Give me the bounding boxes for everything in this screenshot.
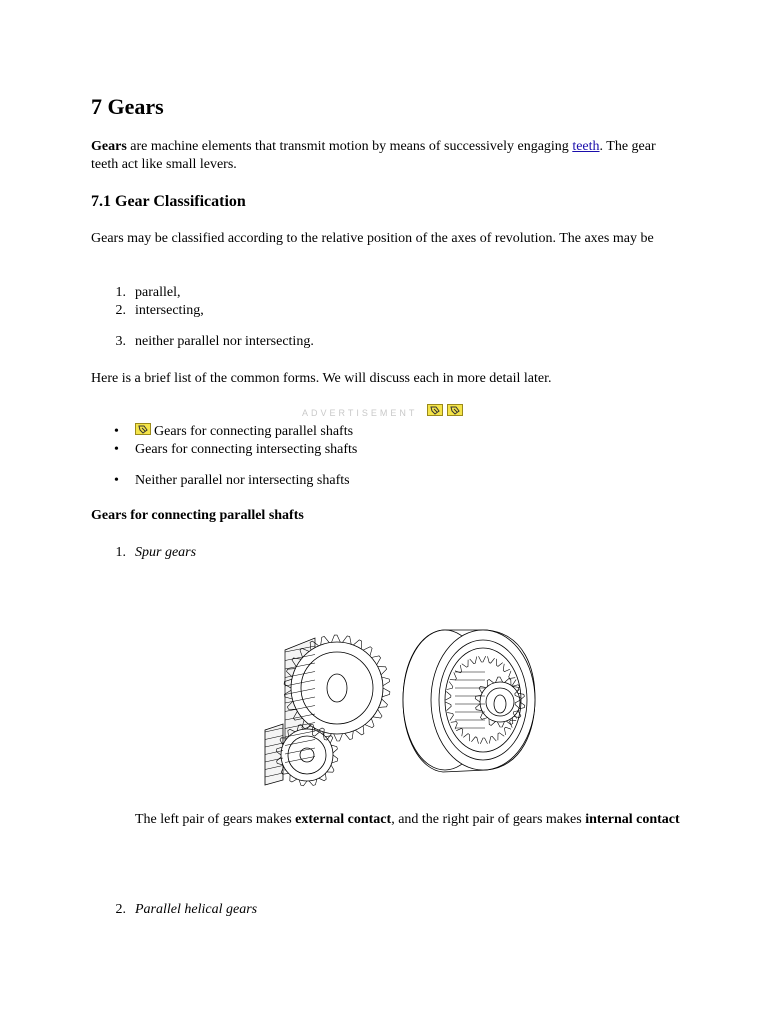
list-number: 1. — [115, 285, 126, 300]
bullet-icon: • — [114, 473, 119, 488]
advertisement-label: ADVERTISEMENT — [302, 408, 418, 418]
list-item-text: intersecting, — [135, 303, 204, 318]
list-item: Gears for connecting intersecting shafts — [135, 442, 358, 457]
caption-bold-2: internal contact — [585, 812, 680, 827]
list-number: 2. — [115, 303, 126, 318]
page-title: 7 Gears — [91, 94, 164, 119]
brief-paragraph: Here is a brief list of the common forms. We will discuss each in more detail later. — [91, 371, 552, 386]
list-item — [0, 544, 700, 562]
caption-bold-1: external contact — [295, 812, 392, 827]
intro-bold-term: Gears — [91, 139, 127, 154]
section-heading: 7.1 Gear Classification — [91, 193, 246, 210]
list-number: 3. — [115, 334, 126, 349]
internal-gear — [403, 630, 535, 772]
list-item-text: parallel, — [135, 285, 181, 300]
list-item — [0, 284, 700, 302]
bullet-icon: • — [114, 424, 119, 439]
list-item-text: neither parallel nor intersecting. — [135, 334, 314, 349]
figure-caption — [135, 811, 680, 829]
spur-gears-illustration — [255, 620, 545, 790]
broken-image-icon — [447, 404, 463, 416]
classification-paragraph: Gears may be classified according to the relative position of the axes of revolution. The axes may be — [91, 231, 654, 246]
list-item-text: Spur gears — [135, 545, 197, 560]
teeth-link[interactable]: teeth — [572, 139, 600, 154]
broken-image-icon — [135, 423, 151, 435]
broken-image-icon — [427, 404, 443, 416]
list-number: 2. — [115, 902, 126, 917]
list-item: Neither parallel nor intersecting shafts — [135, 473, 350, 488]
intro-text-2: . The gear teeth act like small levers. — [91, 139, 656, 172]
intro-paragraph — [91, 138, 681, 174]
list-item-text: Parallel helical gears — [135, 902, 258, 917]
intro-text-1: are machine elements that transmit motion by means of successively engaging — [126, 139, 573, 154]
subsection-heading: Gears for connecting parallel shafts — [91, 508, 304, 523]
list-item — [0, 901, 700, 919]
list-number: 1. — [115, 545, 126, 560]
list-item — [0, 333, 700, 351]
caption-text-2: , and the right pair of gears makes — [391, 812, 586, 827]
list-item — [0, 302, 700, 320]
bullet-icon: • — [114, 442, 119, 457]
caption-text-1: The left pair of gears makes — [135, 812, 296, 827]
list-item: Gears for connecting parallel shafts — [154, 424, 354, 439]
